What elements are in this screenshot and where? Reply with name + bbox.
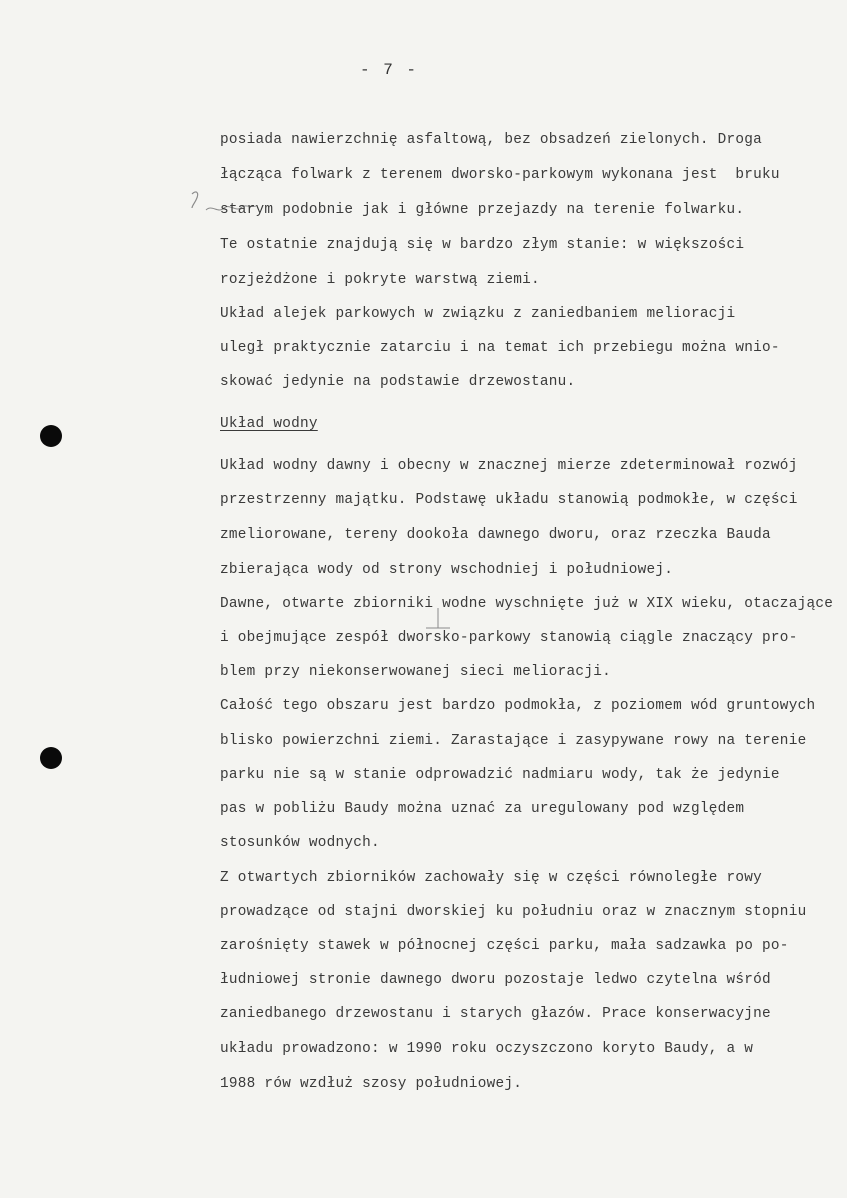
- text-line: łudniowej stronie dawnego dworu pozostaje ledwo czytelna wśród: [220, 972, 771, 988]
- text-line: prowadzące od stajni dworskiej ku południu oraz w znacznym stopniu: [220, 904, 807, 920]
- text-line: zarośnięty stawek w północnej części parku, mała sadzawka po po-: [220, 938, 789, 954]
- text-line: starym podobnie jak i główne przejazdy na terenie folwarku.: [220, 202, 745, 218]
- text-line: zbierająca wody od strony wschodniej i południowej.: [220, 562, 674, 578]
- text-line: zmeliorowane, tereny dookoła dawnego dworu, oraz rzeczka Bauda: [220, 527, 771, 543]
- text-line: 1988 rów wzdłuż szosy południowej.: [220, 1076, 523, 1092]
- text-line: pas w pobliżu Baudy można uznać za uregulowany pod względem: [220, 801, 745, 817]
- text-line: łącząca folwark z terenem dworsko-parkowym wykonana jest bruku: [220, 167, 780, 183]
- text-line: parku nie są w stanie odprowadzić nadmiaru wody, tak że jedynie: [220, 767, 780, 783]
- text-line: Układ wodny dawny i obecny w znacznej mierze zdeterminował rozwój: [220, 458, 798, 474]
- text-line: zaniedbanego drzewostanu i starych głazów. Prace konserwacyjne: [220, 1006, 771, 1022]
- text-line: blisko powierzchni ziemi. Zarastające i zasypywane rowy na terenie: [220, 733, 807, 749]
- text-line: skować jedynie na podstawie drzewostanu.: [220, 374, 576, 390]
- text-line: Układ alejek parkowych w związku z zaniedbaniem melioracji: [220, 306, 736, 322]
- text-line: Te ostatnie znajdują się w bardzo złym stanie: w większości: [220, 237, 745, 253]
- text-line: układu prowadzono: w 1990 roku oczyszczono koryto Baudy, a w: [220, 1041, 754, 1057]
- text-line: Całość tego obszaru jest bardzo podmokła, z poziomem wód gruntowych: [220, 698, 816, 714]
- text-line: przestrzenny majątku. Podstawę układu stanowią podmokłe, w części: [220, 492, 798, 508]
- section-heading: Układ wodny: [220, 416, 318, 432]
- text-line: uległ praktycznie zatarciu i na temat ich przebiegu można wnio-: [220, 340, 780, 356]
- punch-hole: [40, 425, 62, 447]
- punch-hole: [40, 747, 62, 769]
- text-line: stosunków wodnych.: [220, 835, 380, 851]
- text-line: i obejmujące zespół dworsko-parkowy stanowią ciągle znaczący pro-: [220, 630, 798, 646]
- text-line: rozjeżdżone i pokryte warstwą ziemi.: [220, 272, 540, 288]
- text-line: blem przy niekonserwowanej sieci melioracji.: [220, 664, 611, 680]
- text-line: Z otwartych zbiorników zachowały się w części równoległe rowy: [220, 870, 763, 886]
- page-number: - 7 -: [360, 61, 419, 79]
- text-line: posiada nawierzchnię asfaltową, bez obsadzeń zielonych. Droga: [220, 132, 763, 148]
- text-line: Dawne, otwarte zbiorniki wodne wyschnięte już w XIX wieku, otaczające: [220, 596, 834, 612]
